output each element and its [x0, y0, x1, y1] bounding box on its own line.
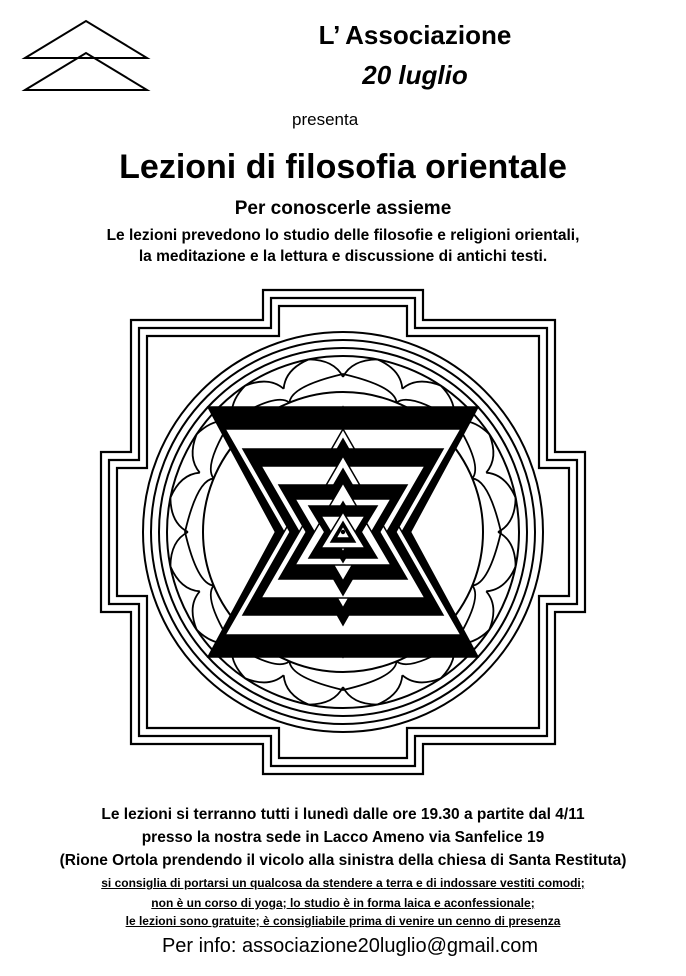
note-line-2: non è un corso di yoga; lo studio è in forma laica e aconfessionale;	[151, 896, 535, 910]
location-line: presso la nostra sede in Lacco Ameno via Sanfelice 19	[141, 829, 545, 846]
directions-line: (Rione Ortola prendendo il vicolo alla sinistra della chiesa di Santa Restituta)	[59, 852, 627, 869]
contact-line	[130, 935, 570, 958]
note-line-1: si consiglia di portarsi un qualcosa da stendere a terra e di indossare vestiti comodi;	[101, 876, 585, 890]
schedule-line: Le lezioni si terranno tutti i lunedì dalle ore 19.30 a partite dal 4/11	[101, 806, 585, 823]
presents-label: presenta	[292, 110, 359, 129]
association-date-name: 20 luglio	[362, 60, 468, 90]
association-name: L’ Associazione	[318, 20, 512, 50]
double-triangle-logo-icon	[20, 18, 152, 92]
contact-email[interactable]: associazione20luglio@gmail.com	[242, 935, 539, 957]
description-line-1: Le lezioni prevedono lo studio delle filosofie e religioni orientali,	[106, 227, 580, 244]
page-subtitle: Per conoscerle assieme	[234, 198, 452, 219]
page-title: Lezioni di filosofia orientale	[119, 148, 567, 186]
description-line-2: la meditazione e la lettura e discussione di antichi testi.	[138, 248, 548, 265]
contact-label: Per info:	[161, 935, 243, 957]
sri-yantra-icon	[93, 282, 593, 782]
note-line-3: le lezioni sono gratuite; è consigliabile prima di venire un cenno di presenza	[125, 914, 561, 928]
